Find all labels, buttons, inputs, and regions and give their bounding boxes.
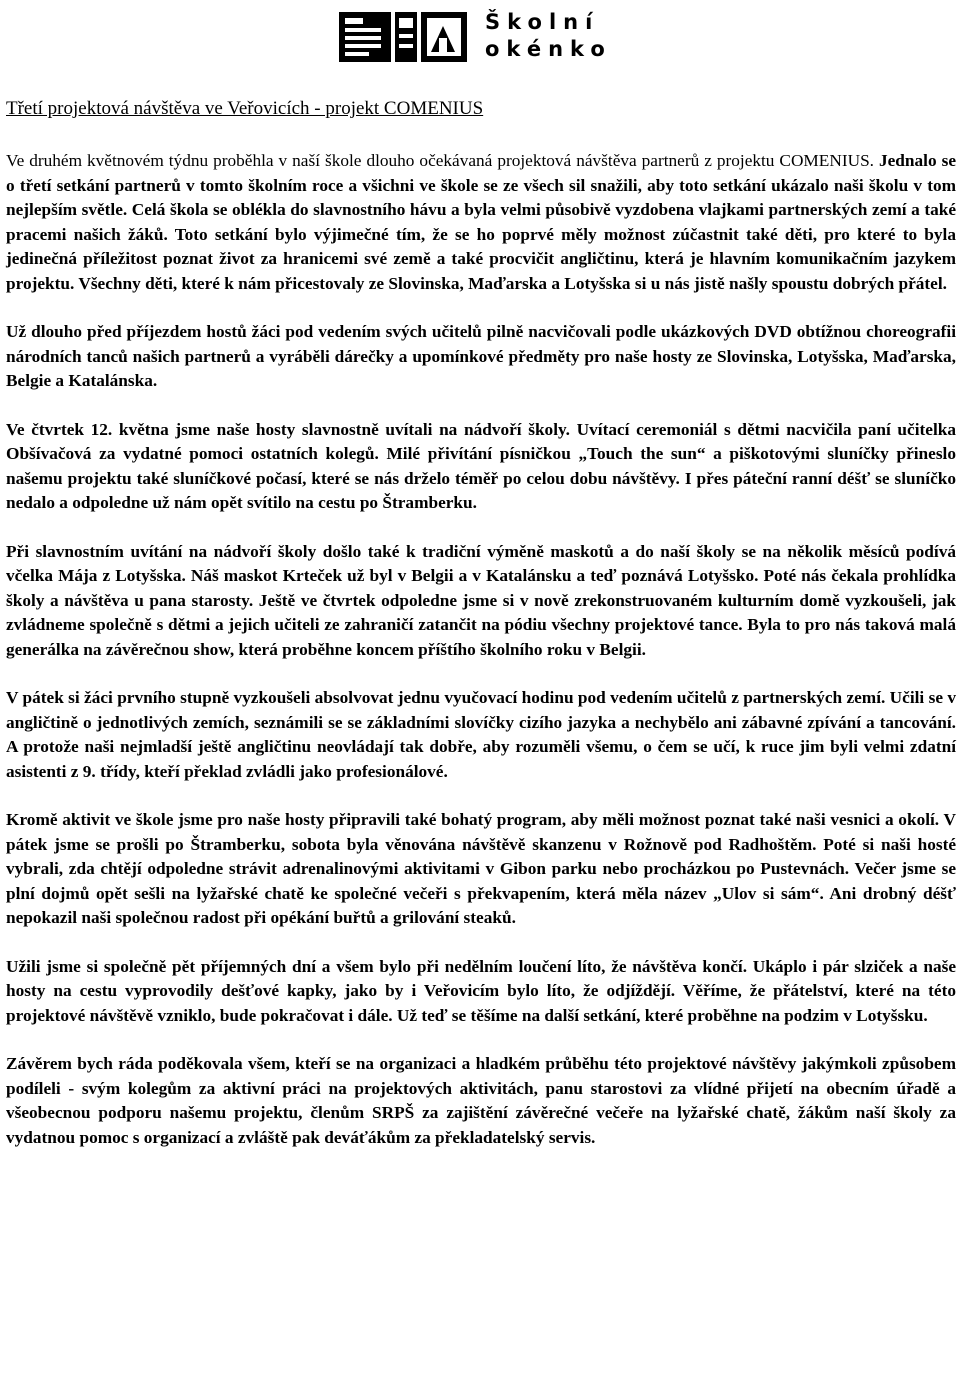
- paragraph-mascots: Při slavnostním uvítání na nádvoří školy došlo také k tradiční výměně maskotů a do naší školy se na několik měsíců podívá včelka Mája z Lotyšska. Náš maskot Krteček už byl v Belgii a v Katalánsku a teď poznává Lotyšsko. Poté nás čekala prohlídka školy a návštěva u pana starosty. Ještě ve čtvrtek odpoledne jsme si v nově zrekonstruovaném kulturním domě vyzkoušeli, jak zvládneme společně s dětmi a jejich učiteli ze zahraničí zatančit na pódiu všechny projektové tance. Byla to pro nás taková malá generálka na závěrečnou show, která proběhne koncem příštího školního roku v Belgii.: [6, 541, 956, 659]
- article: [6, 96, 956, 1174]
- school-emblem-icon: [335, 8, 475, 66]
- logo: [335, 8, 612, 66]
- paragraph-intro-bold: Jednalo se o třetí setkání partnerů v tomto školním roce a všichni ve škole se ze všech sil snažili, aby toto setkání ukázalo naši školu v tom nejlepším světle. Celá škola se oblékla do slavnostního hávu a byla velmi působivě vyzdobena vlajkami partnerských zemí a také pracemi našich žáků. Toto setkání bylo výjimečné tím, že se ho poprvé měly možnost zúčastnit také děti, pro které to byla jedinečná příležitost poznat život za hranicemi své země a také procvičit angličtinu, která je hlavním komunikačním jazykem projektu. Všechny děti, které k nám přicestovaly ze Slovinska, Maďarska a Lotyšska si u nás jistě našly spoustu dobrých přátel.: [6, 151, 956, 293]
- paragraph-welcome: Ve čtvrtek 12. května jsme naše hosty slavnostně uvítali na nádvoří školy. Uvítací ceremoniál s dětmi nacvičila paní učitelka Obšívačová za vydatné pomoci ostatních kolegů. Milé přivítání písničkou „Touch the sun“ a piškotovými sluníčky přineslo našemu projektu také sluníčkové počasí, které se nás drželo téměř po celou dobu návštěvy. I přes páteční ranní déšť se sluníčko nedalo a odpoledne už nám opět svítilo na cestu po Štramberku.: [6, 419, 956, 512]
- paragraph-thanks: Závěrem bych ráda poděkovala všem, kteří se na organizaci a hladkém průběhu této projektové návštěvy jakýmkoli způsobem podíleli - svým kolegům za aktivní práci na projektových aktivitách, panu starostovi za vlídné přijetí na obecním úřadě a všeobecnou podporu našemu projektu, členům SRPŠ za zajištění závěrečné večeře na lyžařské chatě, žákům naší školy za vydatnou pomoc s organizací a zvláště pak deváťákům za překladatelský servis.: [6, 1054, 956, 1147]
- paragraph-intro: [6, 149, 956, 296]
- paragraph-intro-regular: Ve druhém květnovém týdnu proběhla v naší škole dlouho očekávaná projektová návštěva partnerů z projektu COMENIUS.: [6, 151, 875, 170]
- article-title: Třetí projektová návštěva ve Veřovicích - projekt COMENIUS: [6, 98, 484, 119]
- paragraph-farewell: Užili jsme si společně pět příjemných dní a všem bylo při nedělním loučení líto, že návštěva končí. Ukáplo i pár slziček a naše hosty na cestu vyprovodily dešťové kapky, jako by i Veřovicím bylo líto, že odjíždějí. Věříme, že přátelství, které na této projektové návštěvě vzniklo, bude pokračovat i dále. Už teď se těšíme na další setkání, které proběhne na podzim v Lotyšsku.: [6, 956, 956, 1025]
- logo-line1: Školní: [485, 10, 600, 34]
- paragraph-program: Kromě aktivit ve škole jsme pro naše hosty připravili také bohatý program, aby měli možnost poznat také naši vesnici a okolí. V pátek jsme se prošli po Štramberku, sobota byla věnována návštěvě skanzenu v Rožnově pod Radhoštěm. Poté si naši hosté vybrali, zda chtějí odpoledne strávit adrenalinovými aktivitami v Gibon parku nebo procházkou po Pustevnách. Večer jsme se plní dojmů opět sešli na lyžařské chatě ke společné večeři s překvapením, která měla název „Ulov si sám“. Ani drobný déšť nepokazil naši společnou radost při opékání buřtů a grilování steaků.: [6, 810, 956, 927]
- paragraph-friday-lessons: V pátek si žáci prvního stupně vyzkoušeli absolvovat jednu vyučovací hodinu pod vedením učitelů z partnerských zemí. Učili se v angličtině o jednotlivých zemích, seznámili se se základními slovíčky cizího jazyka a nechybělo ani zábavné zpívání a tancování. A protože naši nejmladší ještě angličtinu neovládají tak dobře, aby rozuměli všemu, o čem se učí, k ruce jim byli velmi zdatní asistenti z 9. třídy, kteří překlad zvládli jako profesionálové.: [6, 688, 956, 781]
- logo-line2: okénko: [485, 37, 612, 61]
- paragraph-preparation: Už dlouho před příjezdem hostů žáci pod vedením svých učitelů pilně nacvičovali podle ukázkových DVD obtížnou choreografii národních tanců našich partnerů a vyráběli dárečky a upomínkové předměty pro naše hosty ze Slovinska, Lotyšska, Maďarska, Belgie a Katalánska.: [6, 322, 956, 390]
